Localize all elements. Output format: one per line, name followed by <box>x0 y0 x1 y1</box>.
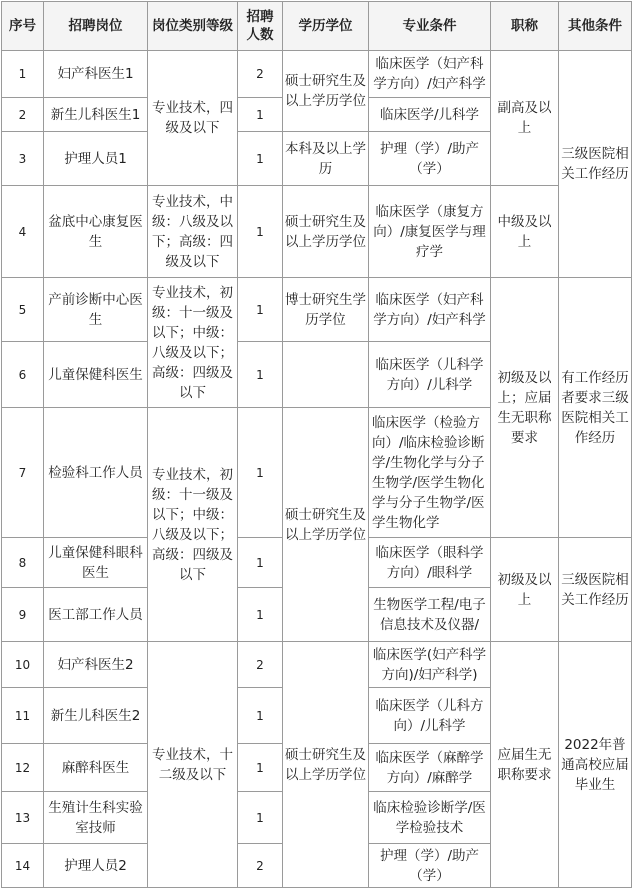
cell-position: 儿童保健科医生 <box>44 342 148 408</box>
cell-index: 13 <box>2 792 44 844</box>
cell-position: 护理人员1 <box>44 132 148 186</box>
cell-title: 初级及以上 <box>491 538 559 642</box>
cell-count: 1 <box>238 688 283 744</box>
cell-index: 1 <box>2 51 44 98</box>
cell-major: 临床医学（妇产科学方向）/妇产科学 <box>369 51 491 98</box>
cell-major: 护理（学）/助产（学） <box>369 844 491 888</box>
cell-major: 临床医学（儿科学方向）/儿科学 <box>369 342 491 408</box>
cell-category: 专业技术，四级及以下 <box>148 51 238 186</box>
header-count: 招聘人数 <box>238 2 283 51</box>
cell-education: 硕士研究生及以上学历学位 <box>283 642 369 888</box>
header-index: 序号 <box>2 2 44 51</box>
cell-index: 8 <box>2 538 44 588</box>
cell-major: 临床医学（检验方向）/临床检验诊断学/生物化学与分子生物学/医学生物化学与分子生物学/医学生物化学 <box>369 408 491 538</box>
cell-title: 中级及以上 <box>491 186 559 278</box>
cell-category: 专业技术，十二级及以下 <box>148 642 238 888</box>
cell-count: 1 <box>238 342 283 408</box>
cell-position: 麻醉科医生 <box>44 744 148 792</box>
cell-education: 硕士研究生及以上学历学位 <box>283 186 369 278</box>
cell-count: 1 <box>238 538 283 588</box>
cell-major: 临床医学/儿科学 <box>369 98 491 132</box>
cell-education: 硕士研究生及以上学历学位 <box>283 408 369 642</box>
cell-index: 11 <box>2 688 44 744</box>
cell-major: 临床医学（妇产科学方向）/妇产科学 <box>369 278 491 342</box>
header-title: 职称 <box>491 2 559 51</box>
cell-category: 专业技术，初级：十一级及以下；中级：八级及以下；高级：四级及以下 <box>148 408 238 642</box>
cell-category: 专业技术，初级：十一级及以下；中级：八级及以下；高级：四级及以下 <box>148 278 238 408</box>
cell-index: 2 <box>2 98 44 132</box>
header-major: 专业条件 <box>369 2 491 51</box>
cell-major: 临床医学（康复方向）/康复医学与理疗学 <box>369 186 491 278</box>
cell-position: 产前诊断中心医生 <box>44 278 148 342</box>
cell-count: 1 <box>238 408 283 538</box>
cell-index: 4 <box>2 186 44 278</box>
cell-index: 3 <box>2 132 44 186</box>
header-category: 岗位类别等级 <box>148 2 238 51</box>
cell-index: 6 <box>2 342 44 408</box>
cell-position: 妇产科医生2 <box>44 642 148 688</box>
cell-index: 14 <box>2 844 44 888</box>
cell-position: 新生儿科医生1 <box>44 98 148 132</box>
header-other: 其他条件 <box>559 2 632 51</box>
cell-major: 临床医学(妇产科学方向)/妇产科学) <box>369 642 491 688</box>
cell-major: 临床检验诊断学/医学检验技术 <box>369 792 491 844</box>
cell-other: 有工作经历者要求三级医院相关工作经历 <box>559 278 632 538</box>
cell-position: 儿童保健科眼科医生 <box>44 538 148 588</box>
cell-index: 5 <box>2 278 44 342</box>
table-row <box>2 51 632 98</box>
cell-major: 临床医学（眼科学方向）/眼科学 <box>369 538 491 588</box>
cell-index: 9 <box>2 588 44 642</box>
cell-count: 2 <box>238 844 283 888</box>
cell-major: 护理（学）/助产（学） <box>369 132 491 186</box>
cell-other: 三级医院相关工作经历 <box>559 538 632 642</box>
cell-position: 盆底中心康复医生 <box>44 186 148 278</box>
cell-position: 护理人员2 <box>44 844 148 888</box>
recruitment-table <box>1 1 632 888</box>
cell-count: 1 <box>238 278 283 342</box>
cell-position: 生殖计生科实验室技师 <box>44 792 148 844</box>
cell-category: 专业技术，中级：八级及以下；高级：四级及以下 <box>148 186 238 278</box>
cell-major: 生物医学工程/电子信息技术及仪器/ <box>369 588 491 642</box>
cell-count: 1 <box>238 132 283 186</box>
cell-education: 博士研究生学历学位 <box>283 278 369 342</box>
cell-education <box>283 342 369 408</box>
cell-major: 临床医学（麻醉学方向）/麻醉学 <box>369 744 491 792</box>
cell-count: 2 <box>238 642 283 688</box>
table-row <box>2 186 632 278</box>
cell-count: 1 <box>238 186 283 278</box>
table-row <box>2 278 632 342</box>
cell-education: 硕士研究生及以上学历学位 <box>283 51 369 132</box>
cell-count: 1 <box>238 792 283 844</box>
cell-other: 三级医院相关工作经历 <box>559 51 632 278</box>
table-row <box>2 642 632 688</box>
cell-count: 1 <box>238 98 283 132</box>
header-row <box>2 2 632 51</box>
cell-education: 本科及以上学历 <box>283 132 369 186</box>
cell-count: 1 <box>238 744 283 792</box>
cell-title: 副高及以上 <box>491 51 559 186</box>
cell-index: 12 <box>2 744 44 792</box>
header-position: 招聘岗位 <box>44 2 148 51</box>
cell-position: 妇产科医生1 <box>44 51 148 98</box>
cell-position: 医工部工作人员 <box>44 588 148 642</box>
cell-index: 10 <box>2 642 44 688</box>
cell-other: 2022年普通高校应届毕业生 <box>559 642 632 888</box>
cell-count: 2 <box>238 51 283 98</box>
cell-count: 1 <box>238 588 283 642</box>
cell-position: 检验科工作人员 <box>44 408 148 538</box>
cell-position: 新生儿科医生2 <box>44 688 148 744</box>
header-education: 学历学位 <box>283 2 369 51</box>
cell-index: 7 <box>2 408 44 538</box>
cell-title: 初级及以上；应届生无职称要求 <box>491 278 559 538</box>
cell-major: 临床医学（儿科方向）/儿科学 <box>369 688 491 744</box>
cell-title: 应届生无职称要求 <box>491 642 559 888</box>
